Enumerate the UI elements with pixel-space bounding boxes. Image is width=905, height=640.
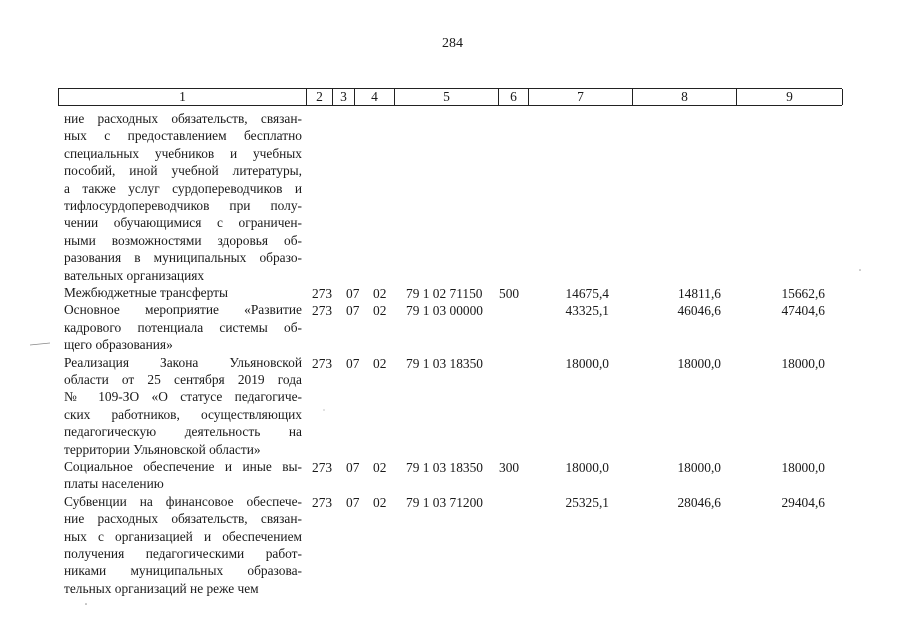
- cell-c9: 18000,0: [781, 355, 825, 371]
- header-col-5: 5: [395, 89, 499, 105]
- row-name-line: Основное мероприятие «Развитие: [64, 302, 302, 318]
- cell-c4: 02: [373, 303, 387, 319]
- cell-c6: 500: [499, 286, 520, 301]
- header-col-8: 8: [633, 89, 737, 105]
- cell-c3: 07: [346, 286, 360, 301]
- cell-c8: 18000,0: [677, 460, 721, 475]
- row-name-line: пособий, иной учебной литературы,: [64, 163, 302, 179]
- row-name-line: ных с предоставлением бесплатно: [64, 128, 302, 144]
- header-col-7: 7: [529, 89, 633, 105]
- page-number: 284: [442, 36, 463, 51]
- cell-c7: 14675,4: [565, 286, 609, 301]
- header-col-9: 9: [737, 89, 843, 105]
- cell-c7: 43325,1: [565, 303, 609, 319]
- cell-c3: 07: [346, 494, 360, 510]
- cell-c9: 47404,6: [781, 303, 825, 319]
- cell-c6: 300: [499, 460, 520, 475]
- cell-c8: 14811,6: [677, 286, 721, 301]
- cell-c9: 15662,6: [781, 286, 825, 301]
- row-name-line: а также услуг сурдопереводчиков и: [64, 180, 302, 196]
- cell-c2: 273: [312, 494, 333, 510]
- header-col-6: 6: [499, 89, 529, 105]
- row-name-line: тельных организаций не реже чем: [64, 580, 259, 596]
- cell-c8: 28046,6: [677, 494, 721, 510]
- cell-c7: 25325,1: [565, 494, 609, 510]
- row-name-line: кадрового потенциала системы об-: [64, 319, 302, 335]
- row-name-line: никами муниципальных образова-: [64, 563, 302, 579]
- cell-c7: 18000,0: [565, 460, 609, 475]
- row-name-line: территории Ульяновской области»: [64, 441, 261, 457]
- cell-c5: 79 1 03 18350: [406, 355, 483, 371]
- cell-c4: 02: [373, 494, 387, 510]
- row-name-line: № 109-ЗО «О статусе педагогиче-: [64, 389, 302, 405]
- cell-c8: 18000,0: [677, 355, 721, 371]
- row-name-line: педагогическую деятельность на: [64, 424, 302, 440]
- header-col-4: 4: [355, 89, 395, 105]
- row-name-line: специальных учебников и учебных: [64, 145, 302, 161]
- row-name-line: ние расходных обязательств, связан-: [64, 111, 302, 126]
- row-name-line: вательных организациях: [64, 267, 205, 283]
- header-col-1: 1: [59, 89, 307, 105]
- row-name-line: Межбюджетные трансферты: [64, 285, 228, 300]
- cell-c3: 07: [346, 460, 360, 475]
- cell-c4: 02: [373, 286, 387, 301]
- cell-c2: 273: [312, 303, 333, 319]
- row-name-line: ных с организацией и обеспечением: [64, 528, 302, 544]
- row-name-line: чении обучающимися с ограничен-: [64, 215, 302, 231]
- cell-c3: 07: [346, 355, 360, 371]
- cell-c5: 79 1 03 71200: [406, 494, 483, 510]
- row-name-line: Реализация Закона Ульяновской: [64, 354, 302, 370]
- cell-c2: 273: [312, 355, 333, 371]
- row-name-line: платы населению: [64, 476, 164, 492]
- row-name-line: щего образования»: [64, 337, 173, 353]
- cell-c4: 02: [373, 355, 387, 371]
- row-name-line: Социальное обеспечение и иные вы-: [64, 459, 302, 474]
- cell-c4: 02: [373, 460, 387, 475]
- cell-c2: 273: [312, 460, 333, 475]
- cell-c5: 79 1 03 18350: [406, 460, 483, 475]
- row-name-line: ских работников, осуществляющих: [64, 406, 302, 422]
- cell-c5: 79 1 02 71150: [406, 286, 483, 301]
- cell-c7: 18000,0: [565, 355, 609, 371]
- header-col-3: 3: [333, 89, 355, 105]
- header-col-2: 2: [307, 89, 333, 105]
- cell-c8: 46046,6: [677, 303, 721, 319]
- cell-c9: 29404,6: [781, 494, 825, 510]
- row-name-line: Субвенции на финансовое обеспече-: [64, 493, 302, 509]
- row-name-line: получения педагогическими работ-: [64, 546, 302, 562]
- row-name-line: ние расходных обязательств, связан-: [64, 511, 302, 527]
- row-name-line: разования в муниципальных образо-: [64, 250, 302, 266]
- cell-c3: 07: [346, 303, 360, 319]
- row-name-line: ными возможностями здоровья об-: [64, 232, 302, 248]
- cell-c5: 79 1 03 00000: [406, 303, 483, 319]
- cell-c9: 18000,0: [781, 460, 825, 475]
- cell-c2: 273: [312, 286, 333, 301]
- row-name-line: области от 25 сентября 2019 года: [64, 372, 302, 387]
- row-name-line: тифлосурдопереводчиков при полу-: [64, 198, 302, 214]
